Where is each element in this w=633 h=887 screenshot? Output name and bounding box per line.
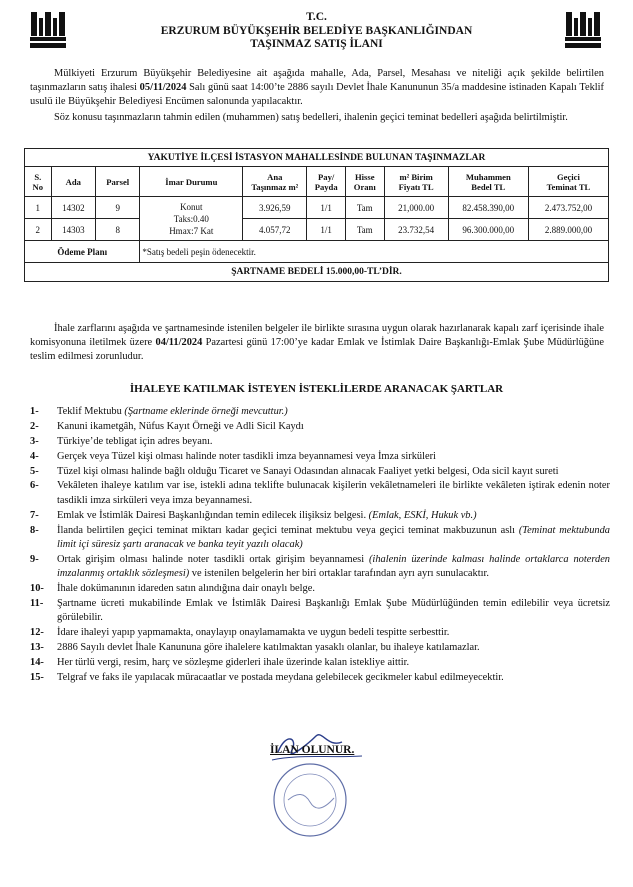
requirement-number: 7- (30, 509, 39, 521)
property-table (24, 148, 609, 282)
requirement-item: 13- 2886 Sayılı devlet İhale Kanununa göre ihalelere katılmaktan yasaklı olanlar, bu ihaleye katılamazlar. (30, 641, 610, 655)
requirement-item: 10- İhale dokümanının idareden satın alındığına dair onaylı belge. (30, 582, 610, 596)
requirement-item: 5- Tüzel kişi olması halinde bağlı olduğu Ticaret ve Sanayi Odasından alınacak Faaliyet yetki belgesi, Oda sicil kayıt sureti (30, 465, 610, 479)
intro-paragraph-1: Mülkiyeti Erzurum Büyükşehir Belediyesine ait aşağıda mahalle, Ada, Parsel, Mesahası ve niteliği açık şekilde belirtilen taşınmazların satış ihalesi 05/11/2024 Salı günü saat 14:00’te 2886 sayılı Devlet İhale Kanununun 35/a maddesine istinaden Kapalı Teklif usulü ile Büyükşehir Belediyesi Encümen salonunda yapılacaktır. (30, 68, 604, 107)
requirement-item: 2- Kanuni ikametgâh, Nüfus Kayıt Örneği ve Adli Sicil Kaydı (30, 420, 610, 434)
col-muhammen: Muhammen Bedel TL (448, 167, 528, 197)
requirement-number: 1- (30, 406, 39, 417)
requirement-number: 8- (30, 524, 39, 536)
col-imar: İmar Durumu (140, 167, 243, 197)
col-pay: Pay/ Payda (307, 167, 346, 197)
intro-paragraph-2: Söz konusu taşınmazların tahmin edilen (muhammen) satış bedelleri, ihalenin geçici teminat bedelleri aşağıda belirtilmiştir. (54, 112, 568, 123)
requirement-item: 12- İdare ihaleyi yapıp yapmamakta, onaylayıp onaylamamakta ve uygun bedeli tespitte serbesttir. (30, 626, 610, 640)
payment-row (25, 241, 609, 263)
header-title: TAŞINMAZ SATIŞ İLANI (250, 38, 383, 50)
requirement-number: 4- (30, 450, 39, 462)
requirement-item: 15- Telgraf ve faks ile yapılacak müracaatlar ve postada meydana gelebilecek gecikmeler kabul edilmeyecektir. (30, 671, 610, 685)
requirement-item: 1- Teklif Mektubu (Şartname eklerinde örneği mevcuttur.) (30, 405, 610, 419)
submission-date: 04/11/2024 (155, 337, 203, 348)
requirement-number: 12- (30, 626, 44, 638)
requirement-item: 9- Ortak girişim olması halinde noter tasdikli ortak girişim beyannamesi (ihalenin üzerinde kalması halinde ortaklarca noterden imzalanmış ortaklık sözleşmesi) ve istenilen belgelerin her biri ortaklar tarafından ayrı ayrı sunulacaktır. (30, 553, 611, 580)
requirement-number: 3- (30, 435, 39, 447)
col-hisse: Hisse Oranı (345, 167, 384, 197)
requirement-number: 15- (30, 671, 44, 683)
requirements-title: İHALEYE KATILMAK İSTEYEN İSTEKLİLERDE ARANACAK ŞARTLAR (129, 383, 504, 395)
requirement-item: 4- Gerçek veya Tüzel kişi olması halinde noter tasdikli imza beyannamesi veya İmza sirküleri (30, 450, 610, 464)
ilan-olunur: İLAN OLUNUR. (270, 744, 355, 756)
requirement-item: 6- Vekâleten ihaleye katılım var ise, istekli adına teklifte bulunacak kişilerin vekâletnameleri ile birlikte vekâleten iştirak edenin noter tasdikli imza sirküleri veya imza beyannamesi. (30, 480, 610, 506)
requirement-item: 14- Her türlü vergi, resim, harç ve sözleşme giderleri ihale üzerinde kalan istekliye aittir. (30, 656, 610, 670)
col-alan: Ana Taşınmaz m² (243, 167, 307, 197)
requirements-list (30, 405, 610, 686)
payment-label: Ödeme Planı (25, 241, 140, 263)
requirement-number: 11- (30, 597, 44, 609)
payment-text: *Satış bedeli peşin ödenecektir. (140, 241, 609, 263)
requirement-item: 11- Şartname ücreti mukabilinde Emlak ve İstimlâk Dairesi Başkanlığı Emlak Şube Müdürlüğünden temin edilebilir veya ücretsiz görülebilir. (30, 597, 610, 624)
requirement-item: 7- Emlak ve İstimlâk Dairesi Başkanlığından temin edilecek ilişiksiz belgesi. (Emlak, ESKİ, Hukuk vb.) (30, 509, 610, 523)
auction-date: 05/11/2024 (139, 82, 187, 93)
col-teminat: Geçici Teminat TL (528, 167, 608, 197)
table-title: YAKUTİYE İLÇESİ İSTASYON MAHALLESİNDE BULUNAN TAŞINMAZLAR (25, 149, 609, 167)
requirement-number: 13- (30, 641, 44, 653)
requirement-number: 9- (30, 553, 39, 565)
col-ada: Ada (51, 167, 95, 197)
requirement-item: 8- İlanda belirtilen geçici teminat miktarı kadar geçici teminat mektubu veya geçici teminat makbuzunun aslı (Teminat mektubunda limit içi süresiz şartı aranacak ve banka teyit yazılı olacak) (30, 524, 611, 550)
col-parsel: Parsel (96, 167, 140, 197)
table-row: 1 14302 9 Konut Taks:0.40 Hmax:7 Kat 3.926,59 1/1 Tam 21,000.00 82.458.390,00 2.473.752,00 (25, 197, 609, 219)
submission-paragraph: İhale zarflarını aşağıda ve şartnamesinde istenilen belgeler ile birlikte sırasına uygun olarak hazırlanarak kapalı zarf içerisinde ihale komisyonuna iletilmek üzere 04/11/2024 Pazartesi günü 17:00’ye kadar Emlak ve İstimlak Daire Başkanlığı-Emlak Şube Müdürlüğüne teslim edilmesi zorunludur. (30, 323, 604, 362)
col-sno: S. No (25, 167, 52, 197)
header-institution: ERZURUM BÜYÜKŞEHİR BELEDİYE BAŞKANLIĞINDAN (160, 25, 473, 37)
requirement-number: 2- (30, 420, 39, 432)
requirement-number: 6- (30, 480, 39, 492)
requirement-number: 14- (30, 656, 44, 668)
imar-durumu-cell: Konut Taks:0.40 Hmax:7 Kat (140, 197, 243, 241)
table-row: 2 14303 8 4.057,72 1/1 Tam 23.732,54 96.300.000,00 2.889.000,00 (25, 219, 609, 241)
col-birim: m² Birim Fiyatı TL (384, 167, 448, 197)
requirement-number: 5- (30, 465, 39, 477)
requirement-item: 3- Türkiye’de tebligat için adres beyanı. (30, 435, 610, 449)
requirement-number: 10- (30, 582, 44, 594)
spec-fee: ŞARTNAME BEDELİ 15.000,00-TL’DİR. (25, 263, 609, 282)
header-tc: T.C. (306, 11, 327, 23)
